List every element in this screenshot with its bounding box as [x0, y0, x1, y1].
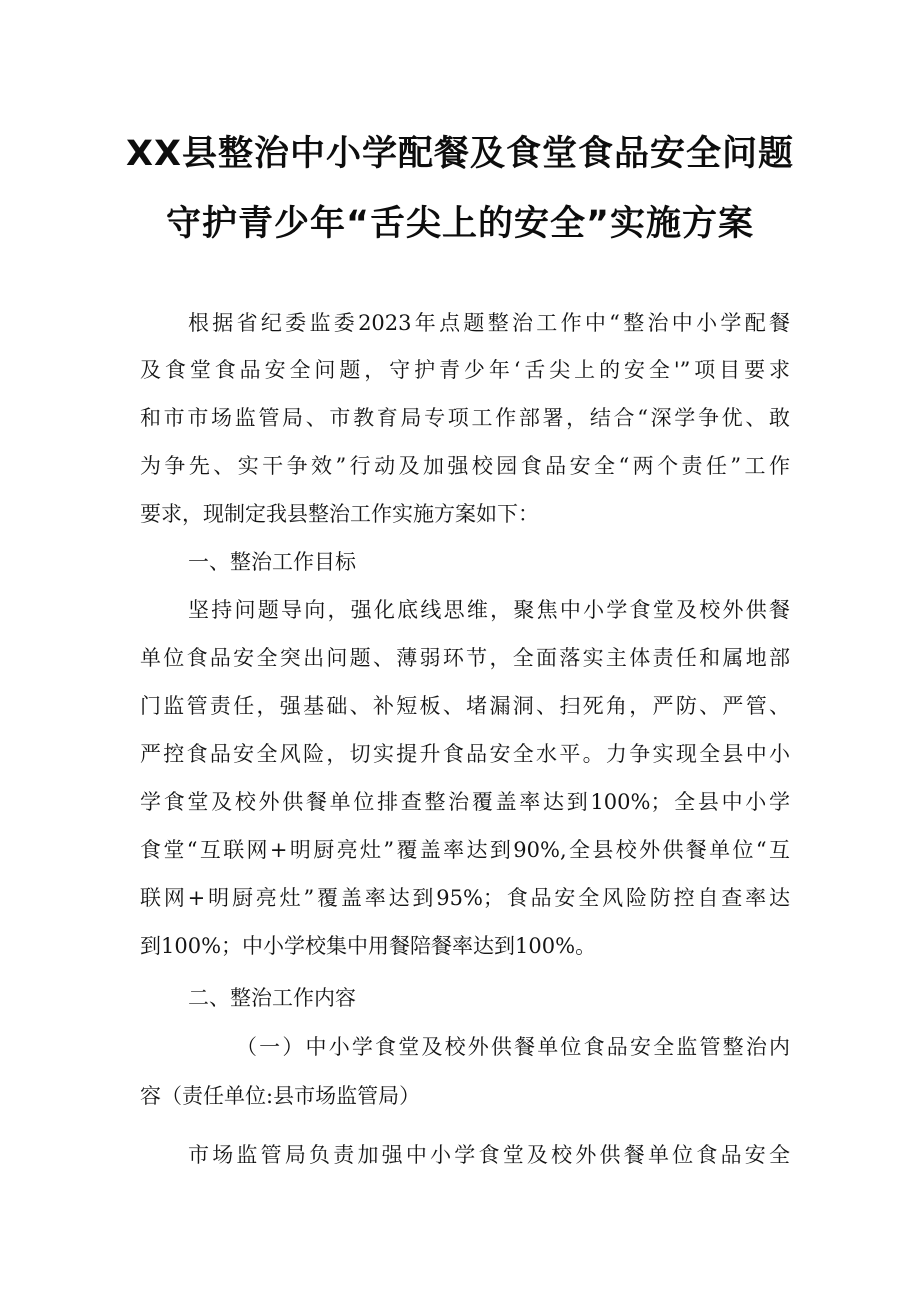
paragraph-line: 要求，现制定我县整治工作实施方案如下： — [140, 502, 539, 526]
paragraph-line: 到100%；中小学校集中用餐陪餐率达到100%。 — [140, 934, 597, 958]
section-heading: 二、整治工作内容 — [188, 986, 356, 1010]
paragraph-line: 单位食品安全突出问题、薄弱环节，全面落实主体责任和属地部 — [140, 646, 790, 670]
section-heading: 一、整治工作目标 — [188, 550, 356, 574]
subsection-heading: 容（责任单位:县市场监管局） — [140, 1084, 421, 1108]
paragraph-line: 严控食品安全风险，切实提升食品安全水平。力争实现全县中小 — [140, 742, 790, 766]
paragraph-line: 市场监管局负责加强中小学食堂及校外供餐单位食品安全 — [188, 1143, 790, 1167]
paragraph-line: 学食堂及校外供餐单位排查整治覆盖率达到100%；全县中小学 — [140, 790, 790, 814]
paragraph-line: 门监管责任，强基础、补短板、堵漏洞、扫死角，严防、严管、 — [140, 694, 790, 718]
paragraph-line: 食堂“互联网+明厨亮灶”覆盖率达到90%,全县校外供餐单位“互 — [140, 838, 790, 862]
document-title-line-2: 守护青少年“舌尖上的安全”实施方案 — [165, 204, 754, 244]
paragraph-line: 及食堂食品安全问题，守护青少年‘舌尖上的安全'”项目要求 — [140, 358, 790, 382]
document-title-line-1: XX县整治中小学配餐及食堂食品安全问题 — [126, 134, 794, 174]
subsection-heading: （一）中小学食堂及校外供餐单位食品安全监管整治内 — [236, 1035, 790, 1059]
paragraph-line: 和市市场监管局、市教育局专项工作部署，结合“深学争优、敢 — [140, 406, 790, 430]
paragraph-line: 根据省纪委监委2023年点题整治工作中“整治中小学配餐 — [188, 311, 790, 335]
paragraph-line: 坚持问题导向，强化底线思维，聚焦中小学食堂及校外供餐 — [188, 598, 790, 622]
paragraph-line: 为争先、实干争效”行动及加强校园食品安全“两个责任”工作 — [140, 454, 790, 478]
paragraph-line: 联网+明厨亮灶”覆盖率达到95%；食品安全风险防控自查率达 — [140, 886, 790, 910]
